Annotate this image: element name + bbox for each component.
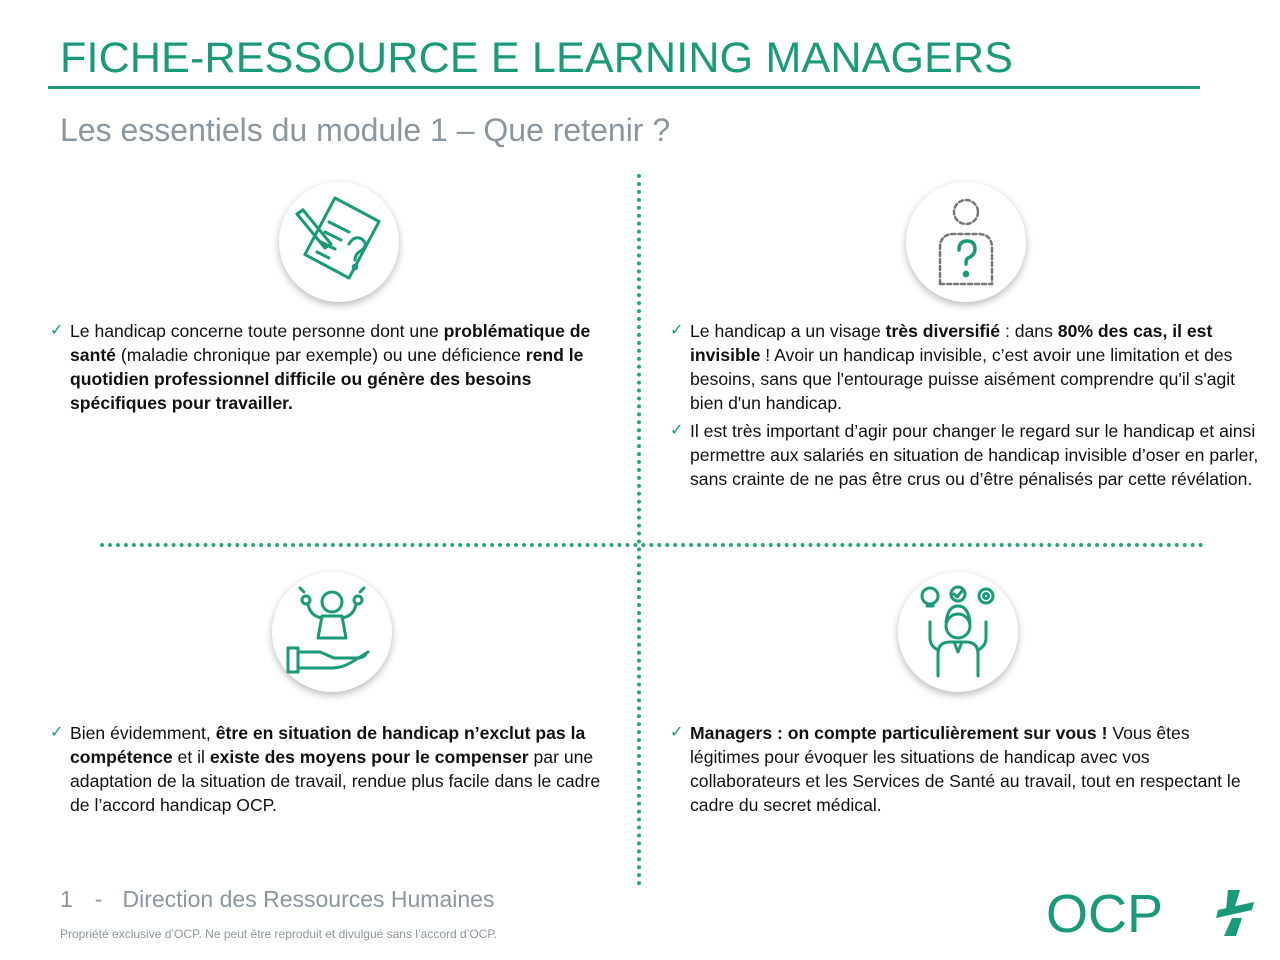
text: par une adaptation de la situation de travail, rendue plus facile dans le cadre de l’accord handicap OCP. <box>70 747 601 815</box>
bold-text: problématique de santé <box>70 321 591 365</box>
footer <box>60 886 494 913</box>
checkmark-icon: ✓ <box>50 724 64 741</box>
text: Bien évidemment, <box>70 723 216 743</box>
checkmark-icon: ✓ <box>670 422 684 439</box>
footer-department: Direction des Ressources Humaines <box>122 886 495 912</box>
horizontal-divider <box>100 543 1204 547</box>
bullet-item <box>50 319 618 415</box>
bold-text: 80% des cas, il est invisible <box>690 321 1213 365</box>
person-question-mark-icon <box>906 182 1026 302</box>
bullet-item <box>50 721 610 817</box>
footer-separator: - <box>94 886 103 912</box>
title-underline <box>48 86 1200 89</box>
legal-notice: Propriété exclusive d’OCP. Ne peut être reproduit et divulgué sans l’accord d’OCP. <box>60 927 498 941</box>
text: et il <box>172 747 210 767</box>
quadrant-bottom-left <box>50 721 610 821</box>
bold-text: rend le quotidien professionnel difficile ou génère des besoins spécifiques pour travailler. <box>70 345 584 413</box>
page-number: 1 <box>60 886 73 912</box>
form-question-pen-icon <box>279 182 399 302</box>
text: (maladie chronique par exemple) ou une déficience <box>115 345 526 365</box>
text: Le handicap concerne toute personne dont une <box>70 321 444 341</box>
checkmark-icon: ✓ <box>50 322 64 339</box>
quadrant-top-left <box>50 319 618 419</box>
checkmark-icon: ✓ <box>670 322 684 339</box>
manager-ideas-gear-icon <box>898 572 1018 692</box>
checkmark-icon: ✓ <box>670 724 684 741</box>
ocp-logo <box>1046 888 1256 936</box>
vertical-divider <box>637 174 641 886</box>
bold-text: être en situation de handicap n’exclut pas la compétence <box>70 723 586 767</box>
bullet-item <box>670 319 1260 415</box>
quadrant-bottom-right <box>670 721 1260 821</box>
text: ! Avoir un handicap invisible, c’est avoir une limitation et des besoins, sans que l'entourage puisse aisément comprendre qu'il s'agit bien d'un handicap. <box>690 345 1236 413</box>
text: Vous êtes légitimes pour évoquer les situations de handicap avec vos collaborateurs et les Services de Santé au travail, tout en respectant le cadre du secret médical. <box>690 723 1241 815</box>
quadrant-top-right <box>670 319 1260 495</box>
page-subtitle: Les essentiels du module 1 – Que retenir ? <box>60 112 671 148</box>
text: : dans <box>1000 321 1058 341</box>
logo-text: OCP <box>1046 888 1164 936</box>
bold-text: existe des moyens pour le compenser <box>209 747 529 767</box>
bullet-item <box>670 721 1260 817</box>
page-title: FICHE-RESSOURCE E LEARNING MANAGERS <box>60 34 1014 82</box>
bullet-item <box>670 419 1260 491</box>
bold-text: très diversifié <box>885 321 1001 341</box>
text: Il est très important d’agir pour changer le regard sur le handicap et ainsi permettre aux salariés en situation de handicap invisible d’oser en parler, sans crainte de ne pas être crus ou d’être pénalisés par cette révélation. <box>690 421 1259 489</box>
ocp-cross-logo-icon <box>1216 890 1254 936</box>
bold-text: Managers : on compte particulièrement sur vous ! <box>690 723 1108 743</box>
strong-person-hand-icon <box>272 572 392 692</box>
text: Le handicap a un visage <box>690 321 886 341</box>
